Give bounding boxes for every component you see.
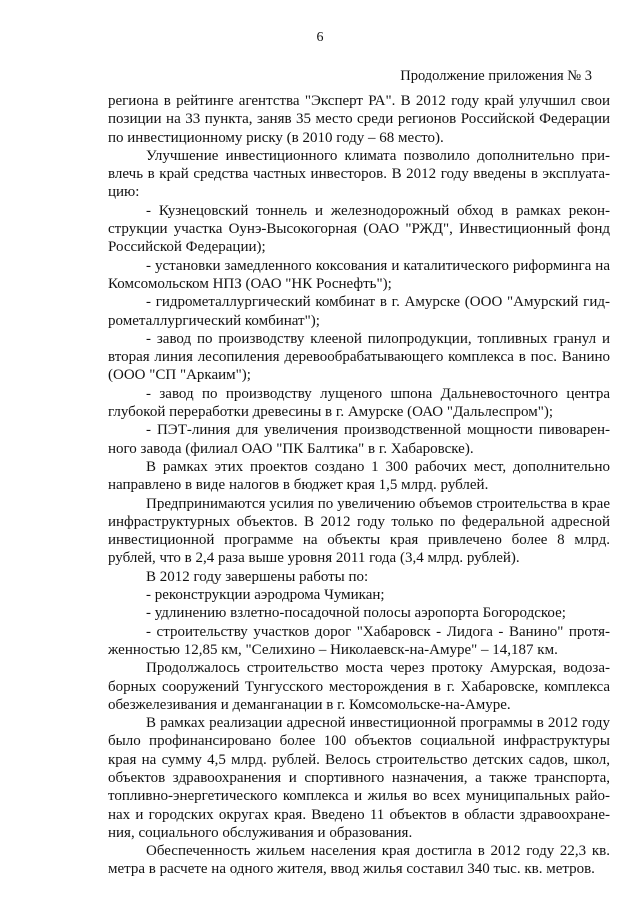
paragraph: В рамках реализации адресной инвестиционной программы в 2012 году было профинансировано более 100 объектов социальной инфраструктуры края на сумму 4,5 млрд. рублей. Велось строительство детских садов, школ, объектов здравоохранения и спортивного назначения, а также транспорта, топливно-энергетического комплекса и жилья во всех муниципальных районах и городских округах края. Введено 11 объектов в области здравоохранения, социального обслуживания и образования.: [108, 715, 610, 841]
list-item: - ПЭТ-линия для увеличения производственной мощности пивоваренного завода (филиал ОАО "ПК Балтика" в г. Хабаровске).: [108, 422, 610, 457]
paragraph: Предпринимаются усилия по увеличению объемов строительства в крае инфраструктурных объектов. В 2012 году только по федеральной адресной инвестиционной программе на объекты края привлечено более 8 млрд. рублей, что в 2,4 раза выше уровня 2011 года (3,4 млрд. рублей).: [108, 495, 610, 567]
paragraph: В рамках этих проектов создано 1 300 рабочих мест, дополнительно направлено в виде налогов в бюджет края 1,5 млрд. рублей.: [108, 458, 610, 494]
paragraph: Улучшение инвестиционного климата позволило дополнительно привлечь в край средства частных инвесторов. В 2012 году введены в эксплуатацию:: [108, 147, 610, 201]
appendix-continuation-note: Продолжение приложения № 3: [400, 68, 592, 84]
list-item: - строительству участков дорог "Хабаровск - Лидога - Ванино" протяженностью 12,85 км, "Селихино – Николаевск-на-Амуре" – 14,187 км.: [108, 623, 610, 658]
paragraph: Продолжалось строительство моста через протоку Амурская, водозаборных сооружений Тунгусского месторождения в г. Хабаровске, комплекса обезжелезивания и деманганации в г. Комсомольске-на-Амуре.: [108, 660, 610, 713]
page-number: 6: [316, 30, 324, 45]
list-item: - удлинению взлетно-посадочной полосы аэропорта Богородское;: [146, 605, 566, 622]
list-item: - завод по производству клееной пилопродукции, топливных гранул и вторая линия лесопиления деревообрабатывающего комплекса в пос. Ванино (ООО "СП "Аркаим");: [108, 330, 610, 384]
paragraph: региона в рейтинге агентства "Эксперт РА". В 2012 году край улучшил свои позиции на 33 пункта, заняв 35 место среди регионов Российской Федерации по инвестиционному риску (в 2010 году – 68 место).: [108, 93, 610, 146]
list-item: - гидрометаллургический комбинат в г. Амурске (ООО "Амурский гидрометаллургический комбинат");: [108, 294, 610, 329]
paragraph: В 2012 году завершены работы по:: [146, 568, 369, 585]
list-item: - установки замедленного коксования и каталитического риформинга на Комсомольском НПЗ (ОАО "НК Роснефть");: [108, 257, 610, 292]
document-body: [108, 92, 610, 879]
list-item: - реконструкции аэродрома Чумикан;: [146, 587, 385, 604]
list-item: - завод по производству лущеного шпона Дальневосточного центра глубокой переработки древесины в г. Амурске (ОАО "Дальлеспром");: [108, 385, 610, 421]
list-item: - Кузнецовский тоннель и железнодорожный обход в рамках реконструкции участка Оунэ-Высокогорная (ОАО "РЖД", Инвестиционный фонд Российской Федерации);: [108, 202, 610, 256]
paragraph: Обеспеченность жильем населения края достигла в 2012 году 22,3 кв. метра в расчете на одного жителя, ввод жилья составил 340 тыс. кв. метров.: [108, 843, 610, 878]
